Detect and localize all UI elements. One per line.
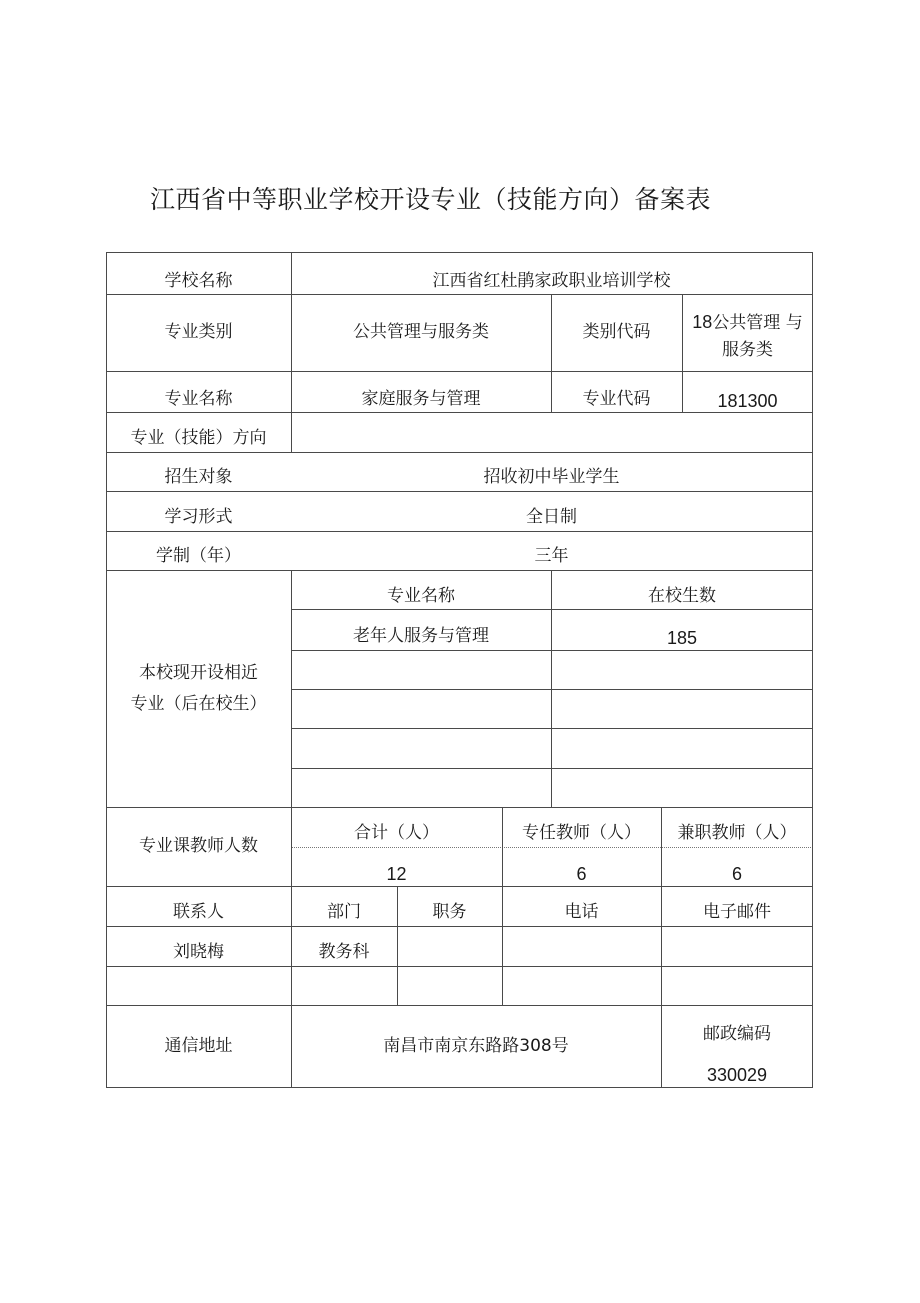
enrollment-label: 招生对象 bbox=[164, 467, 233, 488]
related-major-students bbox=[551, 776, 813, 807]
postcode-value: 330029 bbox=[706, 1064, 768, 1085]
category-code-line1 bbox=[692, 308, 802, 337]
category-code-line2: 服务类 bbox=[722, 340, 773, 360]
contact-label: 联系人 bbox=[173, 902, 224, 923]
duration-value: 三年 bbox=[534, 546, 569, 567]
category-value: 公共管理与服务类 bbox=[353, 322, 489, 343]
related-major-name: 老年人服务与管理 bbox=[353, 626, 489, 647]
major-name-value: 家庭服务与管理 bbox=[361, 389, 481, 410]
related-majors-label-line1: 本校现开设相近 bbox=[139, 663, 258, 684]
direction-label: 专业（技能）方向 bbox=[130, 428, 267, 449]
teachers-total-value: 12 bbox=[386, 863, 407, 884]
teachers-label: 专业课教师人数 bbox=[139, 836, 258, 857]
contact-dept: 教务科 bbox=[318, 942, 370, 963]
related-col-student-count: 在校生数 bbox=[648, 586, 716, 607]
category-label: 专业类别 bbox=[164, 322, 233, 343]
related-major-name bbox=[291, 658, 551, 689]
contact-email bbox=[661, 968, 813, 1004]
contact-position-label: 职务 bbox=[432, 902, 467, 923]
address-text: 南昌市南京东路路308号 bbox=[383, 1036, 569, 1057]
contact-position bbox=[397, 934, 502, 972]
school-name-label: 学校名称 bbox=[164, 271, 233, 292]
address-label: 通信地址 bbox=[164, 1036, 233, 1057]
teachers-fulltime-value: 6 bbox=[576, 863, 587, 884]
study-form-label: 学习形式 bbox=[164, 507, 233, 528]
major-code-value: 181300 bbox=[717, 390, 778, 411]
contact-phone bbox=[502, 968, 661, 1004]
category-code-text: 公共管理 与 bbox=[712, 312, 803, 333]
postcode-label: 邮政编码 bbox=[703, 1024, 771, 1045]
contact-email-label: 电子邮件 bbox=[703, 902, 771, 923]
direction-value bbox=[291, 420, 812, 458]
contact-name: 刘晓梅 bbox=[173, 942, 224, 963]
contact-position bbox=[397, 968, 502, 1004]
major-name-label: 专业名称 bbox=[164, 389, 233, 410]
related-major-name bbox=[291, 776, 551, 807]
related-major-students: 185 bbox=[666, 627, 698, 648]
contact-email bbox=[661, 934, 813, 972]
teachers-parttime-value: 6 bbox=[731, 863, 742, 884]
page-title: 江西省中等职业学校开设专业（技能方向）备案表 bbox=[150, 185, 712, 214]
contact-dept-label: 部门 bbox=[327, 902, 361, 923]
category-code-value bbox=[682, 301, 813, 371]
related-major-students bbox=[551, 697, 813, 728]
related-majors-label-line2: 专业（后在校生） bbox=[130, 694, 267, 714]
contact-dept bbox=[291, 968, 397, 1004]
teachers-parttime-label: 兼职教师（人） bbox=[677, 823, 797, 844]
related-major-name bbox=[291, 697, 551, 728]
enrollment-value: 招收初中毕业学生 bbox=[483, 467, 620, 488]
related-major-name bbox=[291, 736, 551, 768]
category-code-label: 类别代码 bbox=[582, 322, 651, 343]
school-name-value: 江西省红杜鹃家政职业培训学校 bbox=[432, 271, 671, 292]
major-code-label: 专业代码 bbox=[582, 389, 651, 410]
category-code-number: 18 bbox=[692, 311, 713, 332]
contact-name bbox=[106, 968, 291, 1004]
study-form-value: 全日制 bbox=[526, 507, 577, 528]
related-major-students bbox=[551, 736, 813, 768]
duration-label: 学制（年） bbox=[156, 546, 241, 567]
related-major-students bbox=[551, 658, 813, 689]
contact-phone-label: 电话 bbox=[564, 902, 599, 923]
contact-phone bbox=[502, 934, 661, 972]
teachers-fulltime-label: 专任教师（人） bbox=[522, 823, 641, 844]
address-value bbox=[291, 1027, 661, 1067]
related-col-major-name: 专业名称 bbox=[387, 586, 455, 607]
teachers-total-label: 合计（人） bbox=[354, 823, 439, 844]
related-majors-label bbox=[106, 654, 291, 724]
